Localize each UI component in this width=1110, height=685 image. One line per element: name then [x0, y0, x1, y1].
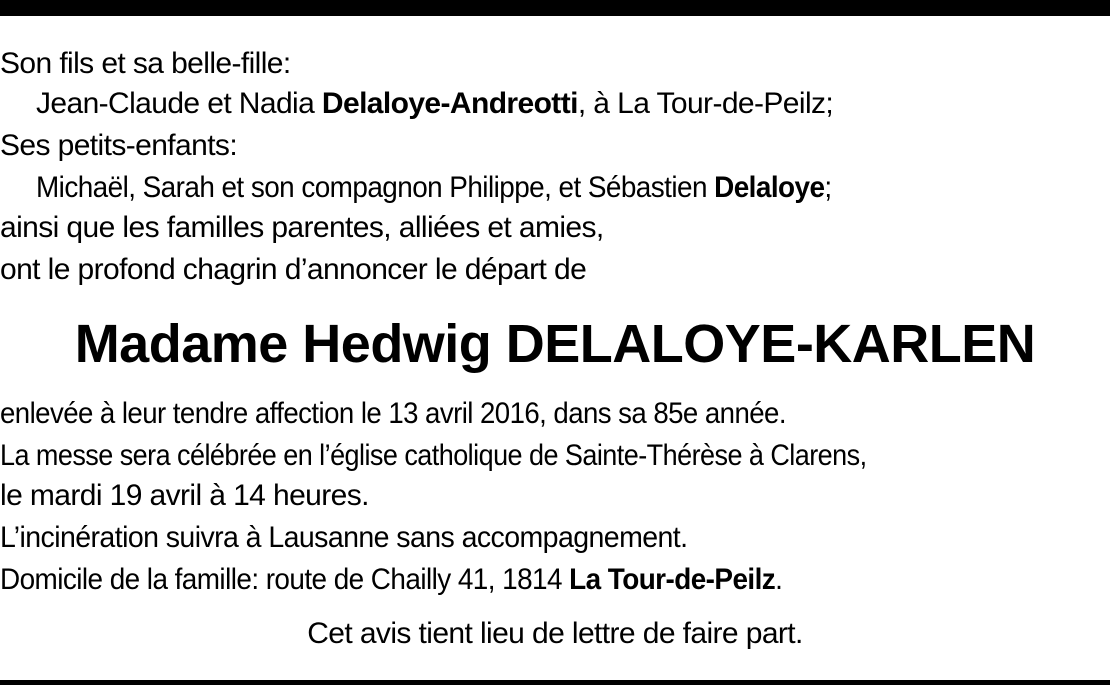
family-line-2: [0, 84, 1110, 124]
text: le mardi 19 avril à 14 heures.: [0, 479, 369, 512]
text: Jean-Claude et Nadia: [36, 87, 322, 120]
family-line-3: [0, 126, 1110, 166]
bottom-rule: [0, 680, 1110, 685]
text: ;: [824, 171, 832, 204]
text: Domicile de la famille: route de Chailly 41, 1814: [0, 563, 570, 596]
town: La Tour-de-Peilz: [569, 563, 776, 596]
surname: Delaloye-Andreotti: [321, 87, 578, 120]
detail-line-1: [0, 394, 1110, 434]
text: La messe sera célébrée en l’église catholique de Sainte-Thérèse à Clarens,: [0, 439, 867, 472]
detail-line-4: [0, 518, 1110, 558]
detail-line-5: [0, 560, 1110, 600]
text: ainsi que les familles parentes, alliées et amies,: [0, 211, 604, 244]
text: L’incinération suivra à Lausanne sans accompagnement.: [0, 521, 688, 554]
text: Cet avis tient lieu de lettre de faire part.: [307, 617, 803, 650]
family-line-6: [0, 250, 1110, 290]
detail-line-3: [0, 476, 1110, 516]
text: Ses petits-enfants:: [0, 129, 238, 162]
deceased-name: Madame Hedwig DELALOYE-KARLEN: [74, 314, 1036, 374]
surname: Delaloye: [714, 171, 825, 204]
detail-line-2: [0, 436, 1110, 476]
family-line-1: [0, 44, 1110, 84]
text: ont le profond chagrin d’annoncer le départ de: [0, 253, 587, 286]
text: enlevée à leur tendre affection le 13 avril 2016, dans sa 85e année.: [0, 397, 786, 430]
top-rule: [0, 0, 1110, 16]
text: Michaël, Sarah et son compagnon Philippe, et Sébastien: [36, 171, 715, 204]
text: Son fils et sa belle-fille:: [0, 47, 291, 80]
family-line-4: [0, 168, 1110, 208]
text: , à La Tour-de-Peilz;: [577, 87, 834, 120]
family-line-5: [0, 208, 1110, 248]
text: .: [775, 563, 783, 596]
closing-line: [0, 614, 1110, 654]
